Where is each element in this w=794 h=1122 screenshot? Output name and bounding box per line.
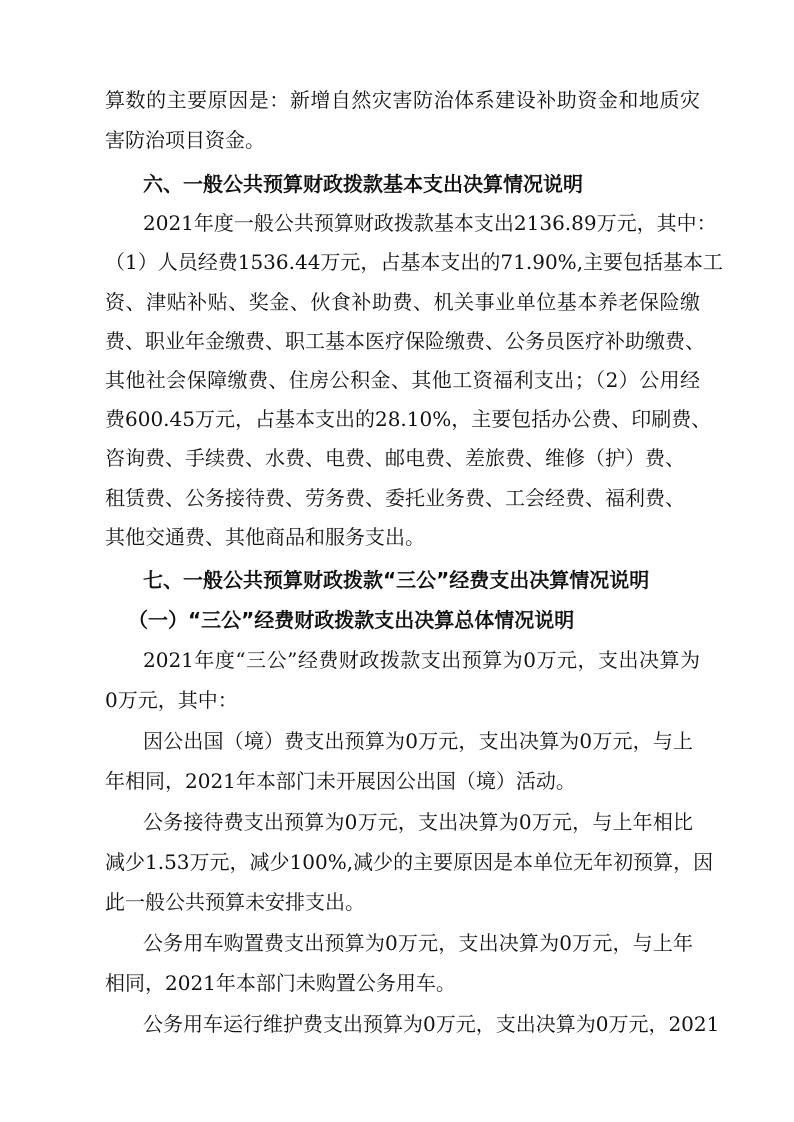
body-text-line: 年相同，2021年本部门未开展因公出国（境）活动。 xyxy=(105,769,576,793)
body-text-line: 减少1.53万元，减少100%,减少的主要原因是本单位无年初预算，因 xyxy=(105,850,714,874)
body-text-line: 相同，2021年本部门未购置公务用车。 xyxy=(105,971,456,995)
body-text-line: 资、津贴补贴、奖金、伙食补助费、机关事业单位基本养老保险缴 xyxy=(105,290,700,314)
body-text-line: 害防治项目资金。 xyxy=(105,128,265,152)
body-text-line: 费600.45万元，占基本支出的28.10%，主要包括办公费、印刷费、 xyxy=(105,407,712,431)
body-text-line: 公务用车运行维护费支出预算为0万元，支出决算为0万元，2021 xyxy=(143,1012,720,1036)
body-text-line: 其他交通费、其他商品和服务支出。 xyxy=(105,525,425,549)
section-heading-6: 六、一般公共预算财政拨款基本支出决算情况说明 xyxy=(143,172,583,196)
section-heading-7: 七、一般公共预算财政拨款“三公”经费支出决算情况说明 xyxy=(143,568,650,592)
body-text-line: 算数的主要原因是：新增自然灾害防治体系建设补助资金和地质灾 xyxy=(105,88,700,112)
body-text-line: 0万元，其中： xyxy=(105,688,238,712)
body-text-line: 因公出国（境）费支出预算为0万元，支出决算为0万元，与上 xyxy=(143,729,693,753)
body-text-line: 2021年度一般公共预算财政拨款基本支出2136.89万元，其中： xyxy=(143,211,717,235)
body-text-line: 其他社会保障缴费、住房公积金、其他工资福利支出；（2）公用经 xyxy=(105,368,700,392)
body-text-line: 咨询费、手续费、水费、电费、邮电费、差旅费、维修（护）费、 xyxy=(105,446,685,470)
subsection-heading-1: （一）“三公”经费财政拨款支出决算总体情况说明 xyxy=(128,608,575,632)
body-text-line: 此一般公共预算未安排支出。 xyxy=(105,890,365,914)
body-text-line: 公务用车购置费支出预算为0万元，支出决算为0万元，与上年 xyxy=(143,931,693,955)
body-text-line: 2021年度“三公”经费财政拨款支出预算为0万元，支出决算为 xyxy=(143,648,700,672)
body-text-line: 费、职业年金缴费、职工基本医疗保险缴费、公务员医疗补助缴费、 xyxy=(105,329,705,353)
body-text-line: （1）人员经费1536.44万元，占基本支出的71.90%,主要包括基本工 xyxy=(105,250,724,274)
body-text-line: 租赁费、公务接待费、劳务费、委托业务费、工会经费、福利费、 xyxy=(105,486,685,510)
body-text-line: 公务接待费支出预算为0万元，支出决算为0万元，与上年相比 xyxy=(143,810,693,834)
